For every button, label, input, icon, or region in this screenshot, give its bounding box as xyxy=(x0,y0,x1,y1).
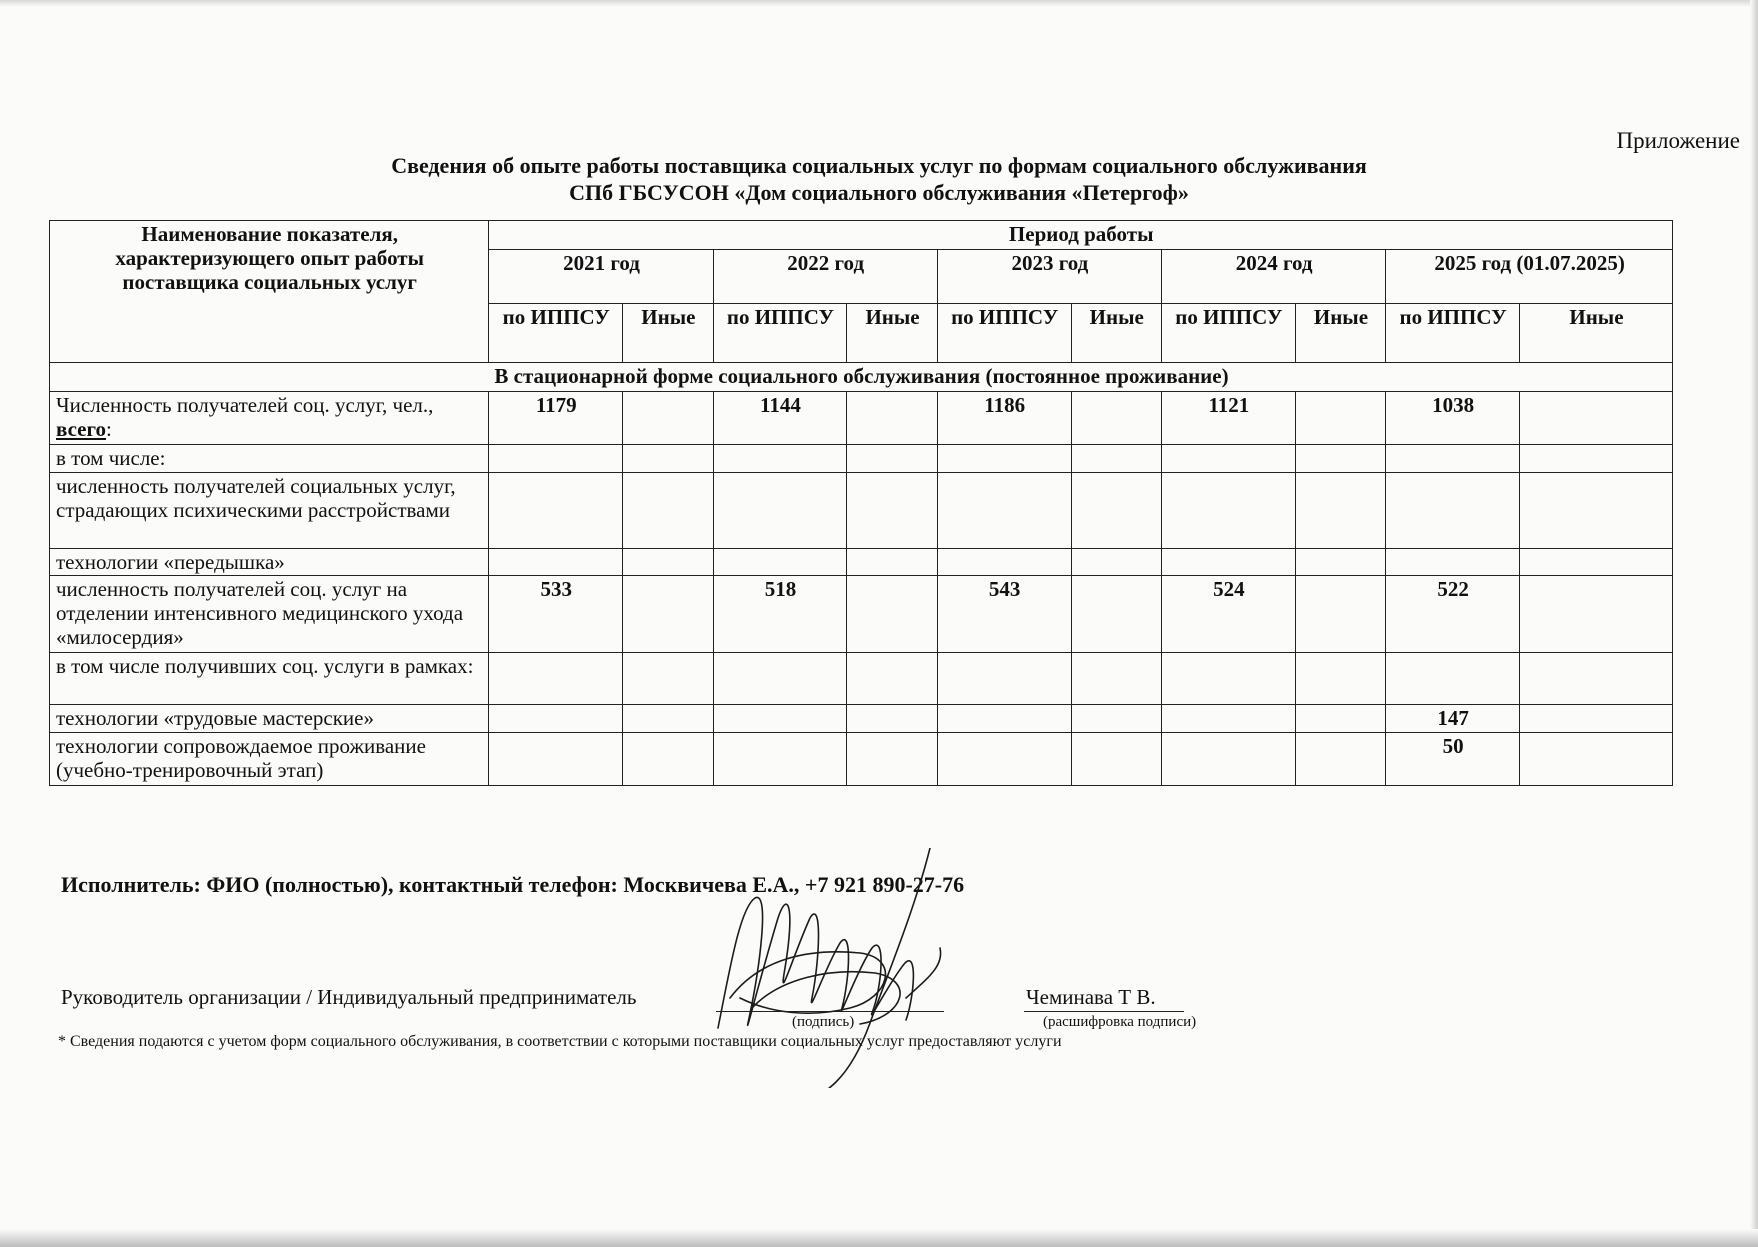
cell-other xyxy=(847,392,937,445)
cell-other xyxy=(623,733,713,786)
appendix-label: Приложение xyxy=(1616,128,1740,153)
table-row xyxy=(50,653,1673,705)
cell-other xyxy=(847,733,937,786)
cell-ippsu: 1179 xyxy=(489,392,623,445)
footnote: * Сведения подаются с учетом форм социального обслуживания, в соответствии с которыми поставщики социальных услуг предоставляют услуги xyxy=(58,1033,1062,1050)
cell-ippsu xyxy=(489,445,623,473)
cell-ippsu: 518 xyxy=(713,576,847,653)
cell-other xyxy=(1295,445,1385,473)
cell-ippsu: 147 xyxy=(1386,705,1520,733)
cell-ippsu xyxy=(713,653,847,705)
row-label-text: численность получателей социальных услуг, страдающих психическими расстройствами xyxy=(56,474,456,522)
cell-other xyxy=(1295,705,1385,733)
subheader-ippsu: по ИППСУ xyxy=(937,304,1071,363)
cell-other xyxy=(1071,549,1161,576)
cell-ippsu: 1144 xyxy=(713,392,847,445)
cell-ippsu xyxy=(937,733,1071,786)
subheader-other: Иные xyxy=(623,304,713,363)
signer-name-caption: (расшифровка подписи) xyxy=(1043,1014,1197,1030)
cell-ippsu: 524 xyxy=(1162,576,1296,653)
experience-table xyxy=(49,220,1673,786)
cell-ippsu xyxy=(1386,473,1520,549)
cell-other xyxy=(1071,705,1161,733)
signer-name: Чеминава Т В. xyxy=(1026,985,1156,1009)
header-year-2023: 2023 год xyxy=(937,250,1161,304)
cell-ippsu xyxy=(1162,445,1296,473)
director-role: Руководитель организации / Индивидуальный предприниматель xyxy=(61,985,637,1009)
cell-ippsu xyxy=(713,445,847,473)
table-row xyxy=(50,473,1673,549)
cell-other xyxy=(1519,653,1672,705)
signature-caption: (подпись) xyxy=(792,1014,855,1030)
cell-ippsu xyxy=(1162,733,1296,786)
cell-ippsu xyxy=(937,473,1071,549)
cell-ippsu xyxy=(937,705,1071,733)
row-label xyxy=(50,445,489,473)
cell-other xyxy=(1295,576,1385,653)
cell-ippsu: 522 xyxy=(1386,576,1520,653)
cell-ippsu xyxy=(713,733,847,786)
cell-ippsu: 50 xyxy=(1386,733,1520,786)
table-row xyxy=(50,733,1673,786)
cell-ippsu xyxy=(713,549,847,576)
row-label xyxy=(50,473,489,549)
handwritten-signature xyxy=(700,848,1040,1088)
table-row xyxy=(50,576,1673,653)
cell-ippsu xyxy=(713,473,847,549)
cell-ippsu: 543 xyxy=(937,576,1071,653)
header-year-2022: 2022 год xyxy=(713,250,937,304)
cell-other xyxy=(1295,473,1385,549)
cell-other xyxy=(1071,473,1161,549)
cell-other xyxy=(847,549,937,576)
row-label-emphasis: всего xyxy=(56,417,107,441)
section-title: В стационарной форме социального обслуживания (постоянное проживание) xyxy=(50,363,1673,392)
cell-other xyxy=(1519,549,1672,576)
subheader-ippsu: по ИППСУ xyxy=(1386,304,1520,363)
cell-ippsu xyxy=(1162,705,1296,733)
subheader-ippsu: по ИППСУ xyxy=(713,304,847,363)
cell-ippsu xyxy=(489,473,623,549)
subheader-ippsu: по ИППСУ xyxy=(489,304,623,363)
scan-edge-bottom xyxy=(0,1229,1758,1247)
cell-other xyxy=(623,576,713,653)
scan-edge-top xyxy=(0,0,1758,7)
header-indicator: Наименование показателя, характеризующего опыт работы поставщика социальных услуг xyxy=(50,221,489,363)
table-row xyxy=(50,705,1673,733)
cell-other xyxy=(847,473,937,549)
cell-other xyxy=(1519,733,1672,786)
cell-ippsu xyxy=(1162,549,1296,576)
cell-other xyxy=(1071,445,1161,473)
cell-ippsu xyxy=(937,445,1071,473)
row-label xyxy=(50,576,489,653)
cell-ippsu xyxy=(937,653,1071,705)
header-period: Период работы xyxy=(489,221,1673,250)
executor-line: Исполнитель: ФИО (полностью), контактный телефон: Москвичева Е.А., +7 921 890-27-76 xyxy=(61,872,965,897)
cell-ippsu xyxy=(489,705,623,733)
row-label xyxy=(50,733,489,786)
subheader-other: Иные xyxy=(847,304,937,363)
cell-ippsu xyxy=(1386,445,1520,473)
subheader-other: Иные xyxy=(1071,304,1161,363)
cell-other xyxy=(1519,445,1672,473)
cell-ippsu xyxy=(1386,653,1520,705)
organization-name: СПб ГБСУСОН «Дом социального обслуживания «Петергоф» xyxy=(569,180,1189,205)
cell-other xyxy=(847,576,937,653)
row-label xyxy=(50,653,489,705)
header-year-2025: 2025 год (01.07.2025) xyxy=(1386,250,1673,304)
cell-other xyxy=(847,705,937,733)
cell-other xyxy=(1071,653,1161,705)
cell-ippsu xyxy=(489,653,623,705)
cell-other xyxy=(623,705,713,733)
document-title: Сведения об опыте работы поставщика социальных услуг по формам социального обслуживания xyxy=(391,153,1367,178)
table-row xyxy=(50,549,1673,576)
header-year-2021: 2021 год xyxy=(489,250,713,304)
cell-ippsu xyxy=(713,705,847,733)
row-label-text: технологии сопровождаемое проживание (учебно-тренировочный этап) xyxy=(56,734,426,782)
header-year-2024: 2024 год xyxy=(1162,250,1386,304)
cell-other xyxy=(623,473,713,549)
row-label-text: в том числе получивших соц. услуги в рамках: xyxy=(56,654,474,678)
row-label xyxy=(50,705,489,733)
cell-other xyxy=(1295,392,1385,445)
cell-other xyxy=(1071,733,1161,786)
cell-other xyxy=(623,392,713,445)
row-label-text: Численность получателей соц. услуг, чел., xyxy=(56,393,434,417)
cell-ippsu: 1186 xyxy=(937,392,1071,445)
signer-name-line xyxy=(1024,1011,1184,1012)
row-label-text: в том числе: xyxy=(56,446,166,470)
cell-ippsu xyxy=(1162,473,1296,549)
cell-other xyxy=(1519,392,1672,445)
cell-other xyxy=(1071,392,1161,445)
cell-ippsu: 533 xyxy=(489,576,623,653)
cell-other xyxy=(1295,653,1385,705)
cell-other xyxy=(623,549,713,576)
cell-other xyxy=(1295,549,1385,576)
cell-other xyxy=(1519,705,1672,733)
cell-ippsu xyxy=(489,733,623,786)
row-label-tail: : xyxy=(106,417,112,441)
row-label-text: технологии «передышка» xyxy=(56,550,285,574)
row-label-text: технологии «трудовые мастерские» xyxy=(56,706,374,730)
subheader-ippsu: по ИППСУ xyxy=(1162,304,1296,363)
cell-other xyxy=(1519,576,1672,653)
cell-ippsu xyxy=(937,549,1071,576)
subheader-other: Иные xyxy=(1519,304,1672,363)
row-label xyxy=(50,549,489,576)
cell-other xyxy=(847,653,937,705)
cell-ippsu: 1121 xyxy=(1162,392,1296,445)
cell-other xyxy=(1295,733,1385,786)
cell-other xyxy=(1071,576,1161,653)
cell-other xyxy=(623,445,713,473)
row-label-text: численность получателей соц. услуг на отделении интенсивного медицинского ухода «милосердия» xyxy=(56,577,464,649)
cell-other xyxy=(1519,473,1672,549)
cell-ippsu xyxy=(1162,653,1296,705)
table-row xyxy=(50,392,1673,445)
subheader-other: Иные xyxy=(1295,304,1385,363)
cell-ippsu xyxy=(489,549,623,576)
cell-ippsu xyxy=(1386,549,1520,576)
row-label xyxy=(50,392,489,445)
table-row xyxy=(50,445,1673,473)
cell-ippsu: 1038 xyxy=(1386,392,1520,445)
cell-other xyxy=(847,445,937,473)
cell-other xyxy=(623,653,713,705)
